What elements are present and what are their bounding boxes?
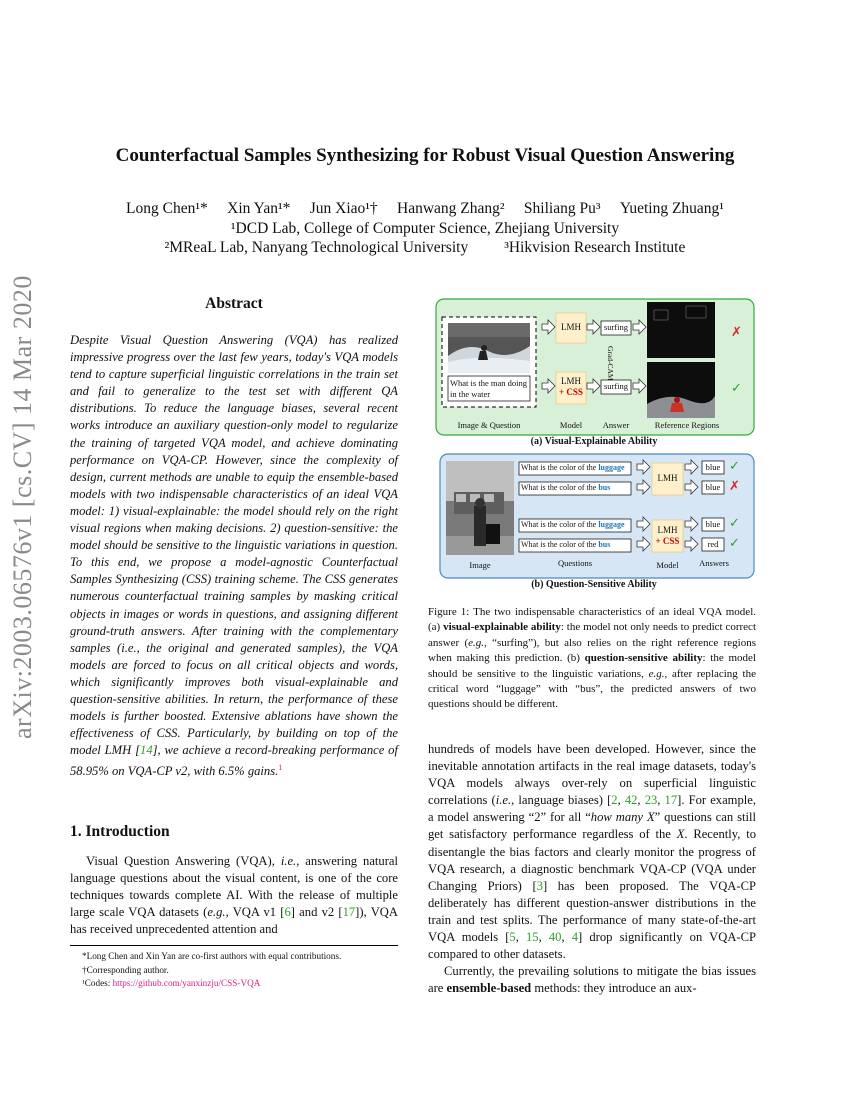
paragraph-biases: hundreds of models have been developed. However, since the inevitable annotation artifacts in the real image datasets, today's VQA models always over-rely on superficial linguistic correlations (i.e., language biases) [2, 42, 23, 17]. For example, a model answering “2” for all “how many X” questions can still get satisfactory performance regardless of the X. Recently, to disentangle the bias factors and clearly monitor the progress of VQA research, a diagnostic benchmark VQA-CP (VQA under Changing Priors) [3] has been proposed. The VQA-CP deliberately has different question-answer distributions in the train and test splits. The performance of many state-of-the-art VQA models [5, 15, 40, 4] drop significantly on VQA-CP compared to other datasets. xyxy=(428,742,757,962)
answer-b3: blue xyxy=(705,519,721,529)
citation-link[interactable]: 40 xyxy=(548,930,562,945)
figure-1 xyxy=(428,296,760,602)
footnotes xyxy=(70,945,398,991)
citation-link[interactable]: 4 xyxy=(571,930,579,945)
question-b1: What is the color of the luggage xyxy=(521,463,625,472)
paper-title: Counterfactual Samples Synthesizing for Robust Visual Question Answering xyxy=(115,145,735,166)
col-label-answer: Answer xyxy=(602,420,630,430)
affiliation-2 xyxy=(0,239,850,257)
answer-b2: blue xyxy=(705,482,721,492)
citation-link[interactable]: 3 xyxy=(536,878,543,893)
arxiv-stamp: arXiv:2003.06576v1 [cs.CV] 14 Mar 2020 xyxy=(8,275,37,739)
question-b3: What is the color of the luggage xyxy=(521,520,625,529)
citation-link[interactable]: 42 xyxy=(624,793,638,808)
answer-b4: red xyxy=(707,539,719,549)
affiliation-1: ¹DCD Lab, College of Computer Science, Zhejiang University xyxy=(230,220,620,237)
citation-link[interactable]: 17 xyxy=(342,905,356,920)
cross-icon: ✗ xyxy=(729,478,740,493)
answer-b1: blue xyxy=(705,462,721,472)
figure-1-graphic xyxy=(428,296,760,602)
check-icon: ✓ xyxy=(729,535,740,550)
col-label-b-questions: Questions xyxy=(558,558,592,568)
street-image xyxy=(446,461,514,555)
model-label-lmh: LMH xyxy=(561,322,581,332)
cross-icon: ✗ xyxy=(731,324,742,339)
affiliation-hikvision: ³Hikvision Research Institute xyxy=(504,239,686,256)
question-b4: What is the color of the bus xyxy=(521,540,611,549)
intro-paragraph: Visual Question Answering (VQA), i.e., answering natural language questions about the visual content, is one of the core techniques towards complete AI. With the release of multiple large scale VQA datasets (e.g., VQA v1 [6] and v2 [17]), VQA has received unprecedented attention and xyxy=(70,854,398,937)
model-label-b-lmh: LMH xyxy=(657,473,678,483)
check-icon: ✓ xyxy=(731,380,742,395)
authors: Long Chen¹* Xin Yan¹* Jun Xiao¹† Hanwang Zhang² Shiliang Pu³ Yueting Zhuang¹ xyxy=(126,200,724,217)
col-label-image-question: Image & Question xyxy=(457,420,521,430)
col-label-reference: Reference Regions xyxy=(654,420,720,430)
col-label-b-model: Model xyxy=(656,560,679,570)
code-link[interactable]: https://github.com/yanxinzju/CSS-VQA xyxy=(112,978,261,988)
citation-link[interactable]: 23 xyxy=(644,793,658,808)
citation-link[interactable]: 6 xyxy=(284,905,291,920)
question-text-a: What is the man doing in the water xyxy=(450,378,527,399)
check-icon: ✓ xyxy=(729,458,740,473)
citation-link[interactable]: 15 xyxy=(526,930,539,945)
abstract-heading: Abstract xyxy=(205,295,263,312)
reference-image-top xyxy=(647,302,715,358)
footnote-code: ¹Codes: https://github.com/yanxinzju/CSS-VQA xyxy=(82,978,261,988)
check-icon: ✓ xyxy=(729,515,740,530)
model-label-lmh-css: LMH + CSS xyxy=(559,376,583,397)
citation-link[interactable]: 2 xyxy=(611,793,618,808)
footnote-cofirst: *Long Chen and Xin Yan are co-first authors with equal contributions. xyxy=(82,951,342,961)
citation-link[interactable]: 17 xyxy=(664,793,678,808)
model-label-b-lmh-css: LMH + CSS xyxy=(655,525,680,546)
col-label-b-answers: Answers xyxy=(699,558,729,568)
reference-image-bottom xyxy=(647,362,715,418)
question-b2: What is the color of the bus xyxy=(521,483,611,492)
right-column-text xyxy=(428,741,756,997)
col-label-b-image: Image xyxy=(469,560,491,570)
answer-label-top: surfing xyxy=(603,322,629,332)
paragraph-ensemble: Currently, the prevailing solutions to mitigate the bias issues are ensemble-based methods: they introduce an aux- xyxy=(428,964,756,996)
citation-link[interactable]: 14 xyxy=(140,743,153,758)
subfigure-b-title: (b) Question-Sensitive Ability xyxy=(531,579,657,590)
section-heading-introduction: 1. Introduction xyxy=(70,823,170,840)
col-label-model: Model xyxy=(559,420,583,430)
abstract-body: Despite Visual Question Answering (VQA) has realized impressive progress over the last few years, today's VQA models tend to capture superficial linguistic correlations in the train set and fail to generalize to the test set with different QA distributions. To reduce the language biases, several recent works introduce an auxiliary question-only model to regularize the training of targeted VQA model, and achieve dominating performance on VQA-CP. However, since the complexity of design, current methods are unable to equip the ensemble-based models with two indispensable characteristics of an ideal VQA model: 1) visual-explainable: the model should rely on the right visual regions when making decisions. 2) question-sensitive: the model should be sensitive to the linguistic variations in question. To this end, we propose a model-agnostic Counterfactual Samples Synthesizing (CSS) training scheme. The CSS generates numerous counterfactual training samples by masking critical objects in images or words in questions, and assigning different ground-truth answers. After training with the complementary samples (i.e., the original and generated samples), the VQA models are forced to focus on all critical objects and words, which significantly improves both visual-explainable and question-sensitive abilities. In return, the performance of these models is further boosted. Extensive ablations have shown the effectiveness of CSS. Particularly, by building on top of the model LMH [ xyxy=(70,333,398,758)
abstract-end: ], we achieve a record-breaking performance of 58.95% on VQA-CP v2, with 6.5% gains. xyxy=(70,743,398,779)
surf-image xyxy=(448,323,530,373)
abstract-text xyxy=(70,332,398,781)
gradcam-label: Grad-CAM xyxy=(606,346,615,381)
affiliation-ntu: ²MReaL Lab, Nanyang Technological University xyxy=(164,239,469,256)
subfigure-a-title: (a) Visual-Explainable Ability xyxy=(530,436,658,447)
figure-caption: Figure 1: The two indispensable characteristics of an ideal VQA model. (a) visual-explainable ability: the model not only needs to predict correct answer (e.g., “surfing”), but also relies on the right reference regions when making this prediction. (b) question-sensitive ability: the model should be sensitive to the linguistic variations, e.g., after replacing the critical word “luggage” with “bus”, the predicted answers of two questions should be different. xyxy=(428,606,756,711)
citation-link[interactable]: 5 xyxy=(509,930,516,945)
answer-label-bottom: surfing xyxy=(603,381,629,391)
footnote-corresponding: †Corresponding author. xyxy=(82,964,169,975)
footnote-marker[interactable]: 1 xyxy=(278,763,283,773)
